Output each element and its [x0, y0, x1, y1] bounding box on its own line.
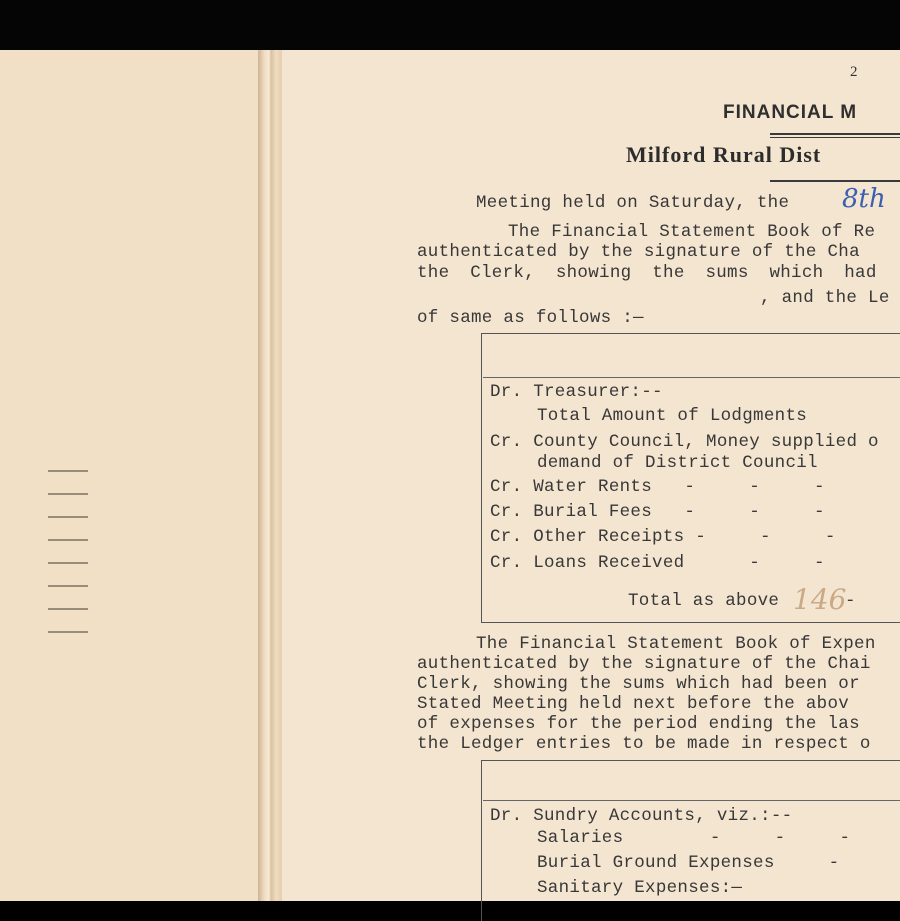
title-rule	[770, 133, 900, 135]
tally-mark	[48, 516, 88, 518]
title-rule	[770, 137, 900, 138]
paragraph-line: The Financial Statement Book of Expen	[476, 634, 876, 654]
table-row: Cr. Loans Received - -	[490, 553, 825, 573]
subtitle-rule	[770, 180, 900, 182]
paragraph-line: Stated Meeting held next before the abov	[417, 694, 850, 714]
paragraph-line: Clerk, showing the sums which had been or	[417, 674, 860, 694]
tally-mark	[48, 539, 88, 541]
top-black-border	[0, 0, 900, 50]
table-row: Cr. Burial Fees - - -	[490, 502, 825, 522]
tally-mark	[48, 608, 88, 610]
table-header-rule	[483, 377, 900, 378]
paragraph-line: of same as follows :—	[417, 308, 644, 328]
tally-mark	[48, 470, 88, 472]
paragraph-line: of expenses for the period ending the las	[417, 714, 860, 734]
total-label: Total as above	[628, 591, 780, 611]
tally-mark	[48, 585, 88, 587]
paragraph-line: the Clerk, showing the sums which had	[417, 263, 877, 283]
table-row: demand of District Council	[537, 453, 818, 473]
table-row: Cr. Water Rents - - -	[490, 477, 825, 497]
table-header-rule	[483, 800, 900, 801]
paragraph-line: The Financial Statement Book of Re	[508, 222, 876, 242]
table-row: Dr. Sundry Accounts, viz.:--	[490, 806, 793, 826]
table-row: Sanitary Expenses:—	[537, 878, 743, 898]
left-page	[0, 50, 258, 901]
tally-mark	[48, 562, 88, 564]
paragraph-line: the Ledger entries to be made in respect o	[417, 734, 871, 754]
handwritten-day: 8th	[842, 184, 886, 214]
page-number: 2	[850, 64, 858, 80]
page-title: FINANCIAL M	[723, 102, 858, 123]
tally-mark	[48, 493, 88, 495]
tally-mark	[48, 631, 88, 633]
table-row: Cr. County Council, Money supplied o	[490, 432, 879, 452]
table-row: Total Amount of Lodgments	[537, 406, 808, 426]
total-dash: -	[845, 591, 856, 611]
council-name: Milford Rural Dist	[626, 142, 822, 167]
handwritten-total: 146	[793, 583, 847, 616]
table-row: Dr. Treasurer:--	[490, 382, 663, 402]
paragraph-line: authenticated by the signature of the Chai	[417, 654, 871, 674]
paragraph-line: authenticated by the signature of the Cha	[417, 242, 860, 262]
tally-marks	[48, 470, 88, 654]
table-row: Cr. Other Receipts - - -	[490, 527, 836, 547]
table-row: Salaries - - -	[537, 828, 851, 848]
meeting-line: Meeting held on Saturday, the	[476, 193, 790, 213]
book-gutter	[258, 50, 282, 901]
table-row: Burial Ground Expenses -	[537, 853, 840, 873]
paragraph-line: , and the Le	[760, 288, 890, 308]
